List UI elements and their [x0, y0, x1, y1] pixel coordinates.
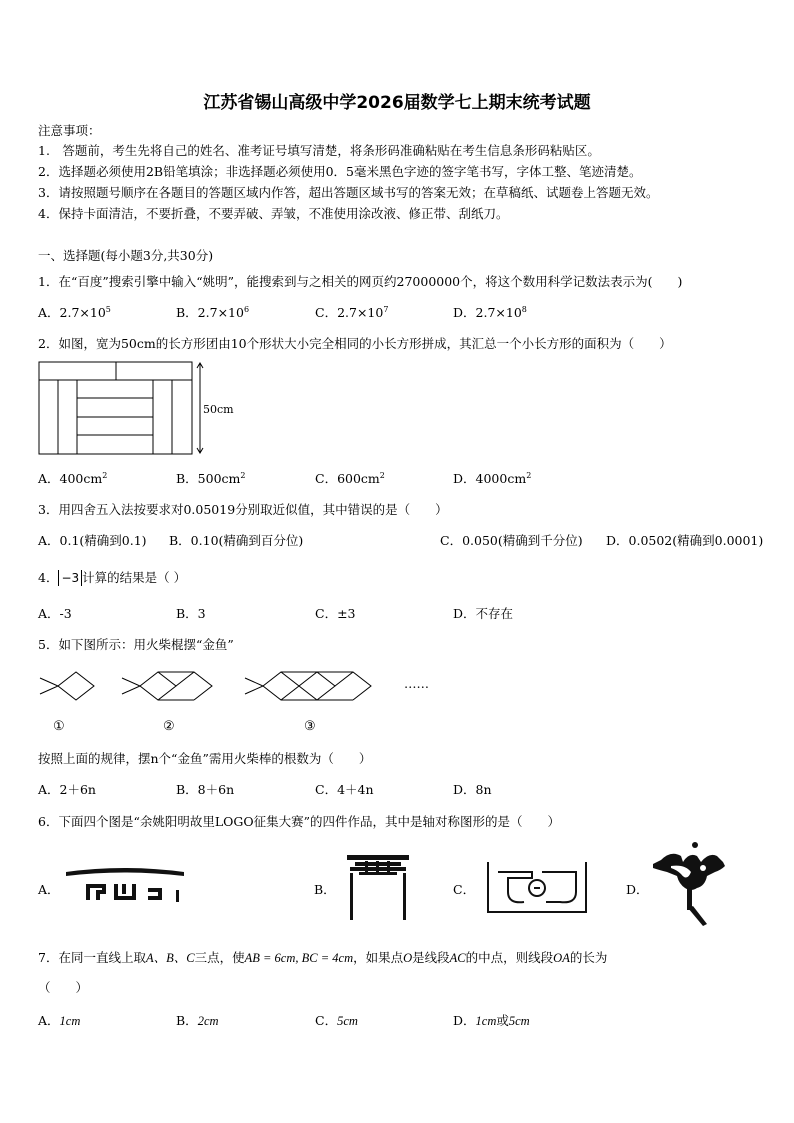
q5-label-1: ①	[53, 719, 65, 734]
goldfish-pattern-3	[243, 664, 383, 710]
goldfish-pattern-2	[120, 664, 220, 710]
goldfish-pattern-1	[38, 664, 98, 710]
q2-option-b: B．$500cm^2$	[176, 470, 246, 486]
notice-item-2: 2．选择题必须使用2B铅笔填涂；非选择题必须使用0．5毫米黑色字迹的签字笔书写，字体工整、笔迹清楚。	[38, 164, 642, 179]
q4-option-c: C．±3	[315, 606, 356, 621]
q3-option-b: B．0.10(精确到百分位)	[169, 533, 304, 548]
q6-option-d: D．	[626, 882, 649, 897]
notice-heading: 注意事项：	[38, 123, 101, 138]
q5-option-a: A．2＋6n	[38, 782, 96, 797]
q5-option-b: B．8＋6n	[176, 782, 235, 797]
q7-option-d: D．1cm或5cm	[453, 1013, 530, 1028]
q7-option-c: C．5cm	[315, 1013, 358, 1028]
notice-item-1: 1. 答题前，考生先将自己的姓名、准考证号填写清楚，将条形码准确粘贴在考生信息条形码粘贴区。	[38, 143, 600, 158]
q1-stem: 1．在“百度”搜索引擎中输入“姚明”，能搜索到与之相关的网页约27000000个，将这个数用科学记数法表示为( )	[38, 274, 683, 289]
q5-ellipsis: ……	[404, 676, 429, 691]
q5-label-2: ②	[163, 719, 175, 734]
page-title: 江苏省锡山高级中学2026届数学七上期末统考试题	[203, 93, 591, 113]
logo-b-image	[347, 853, 409, 921]
q4-option-b: B．3	[176, 606, 206, 621]
q3-option-c: C．0.050(精确到千分位)	[440, 533, 583, 548]
q1-option-c: C．$2.7\times 10^7$	[315, 304, 389, 320]
q6-stem: 6．下面四个图是“余姚阳明故里LOGO征集大赛”的四件作品，其中是轴对称图形的是（ ）	[38, 814, 561, 829]
q5-stem: 5．如下图所示：用火柴棍摆“金鱼”	[38, 637, 234, 652]
q1-option-a: A．$2.7\times 10^5$	[38, 304, 111, 320]
q2-option-c: C．$600cm^2$	[315, 470, 385, 486]
q4-option-a: A．-3	[38, 606, 72, 621]
q6-option-c: C．	[453, 882, 476, 897]
notice-item-4: 4．保持卡面清洁，不要折叠，不要弄破、弄皱，不准使用涂改液、修正带、刮纸刀。	[38, 206, 509, 221]
q7-option-a: A．1cm	[38, 1013, 81, 1028]
q6-option-a: A．	[38, 882, 60, 897]
q1-option-b: B．$2.7\times 10^6$	[176, 304, 250, 320]
q6-option-b: B．	[314, 882, 336, 897]
q5-label-3: ③	[304, 719, 316, 734]
q7-option-b: B．2cm	[176, 1013, 219, 1028]
q5-option-d: D．8n	[453, 782, 492, 797]
q2-option-d: D．$4000cm^2$	[453, 470, 532, 486]
q2-option-a: A．$400cm^2$	[38, 470, 108, 486]
q7-stem: 7．在同一直线上取A、B、C三点，使AB = 6cm, BC = 4cm，如果点O是线段AC的中点，则线段OA的长为	[38, 950, 608, 965]
notice-item-3: 3．请按照题号顺序在各题目的答题区域内作答，超出答题区域书写的答案无效；在草稿纸、试题卷上答题无效。	[38, 185, 659, 200]
logo-c-image	[484, 858, 590, 916]
q1-option-d: D．$2.7\times 10^8$	[453, 304, 527, 320]
q5-question: 按照上面的规律，摆n个“金鱼”需用火柴棒的根数为（ ）	[38, 751, 372, 766]
q3-option-a: A．0.1(精确到0.1)	[38, 533, 147, 548]
section-heading: 一、选择题(每小题3分,共30分)	[38, 248, 214, 263]
q5-option-c: C．4＋4n	[315, 782, 374, 797]
q4-stem: 4． −3 计算的结果是（ ）	[38, 570, 187, 585]
q7-answer-paren: （ ）	[38, 980, 89, 995]
logo-d-image	[651, 842, 727, 930]
q2-width-label: 50cm	[203, 403, 234, 416]
q3-stem: 3．用四舍五入法按要求对0.05019分别取近似值，其中错误的是（ ）	[38, 502, 448, 517]
logo-a-image	[64, 866, 188, 910]
q4-option-d: D．不存在	[453, 606, 514, 621]
q3-option-d: D．0.0502(精确到0.0001)	[606, 533, 764, 548]
q2-stem: 2．如图，宽为50cm的长方形团由10个形状大小完全相同的小长方形拼成，其汇总一个小长方形的面积为（ ）	[38, 336, 672, 351]
q4-absolute-value: −3	[58, 570, 82, 586]
